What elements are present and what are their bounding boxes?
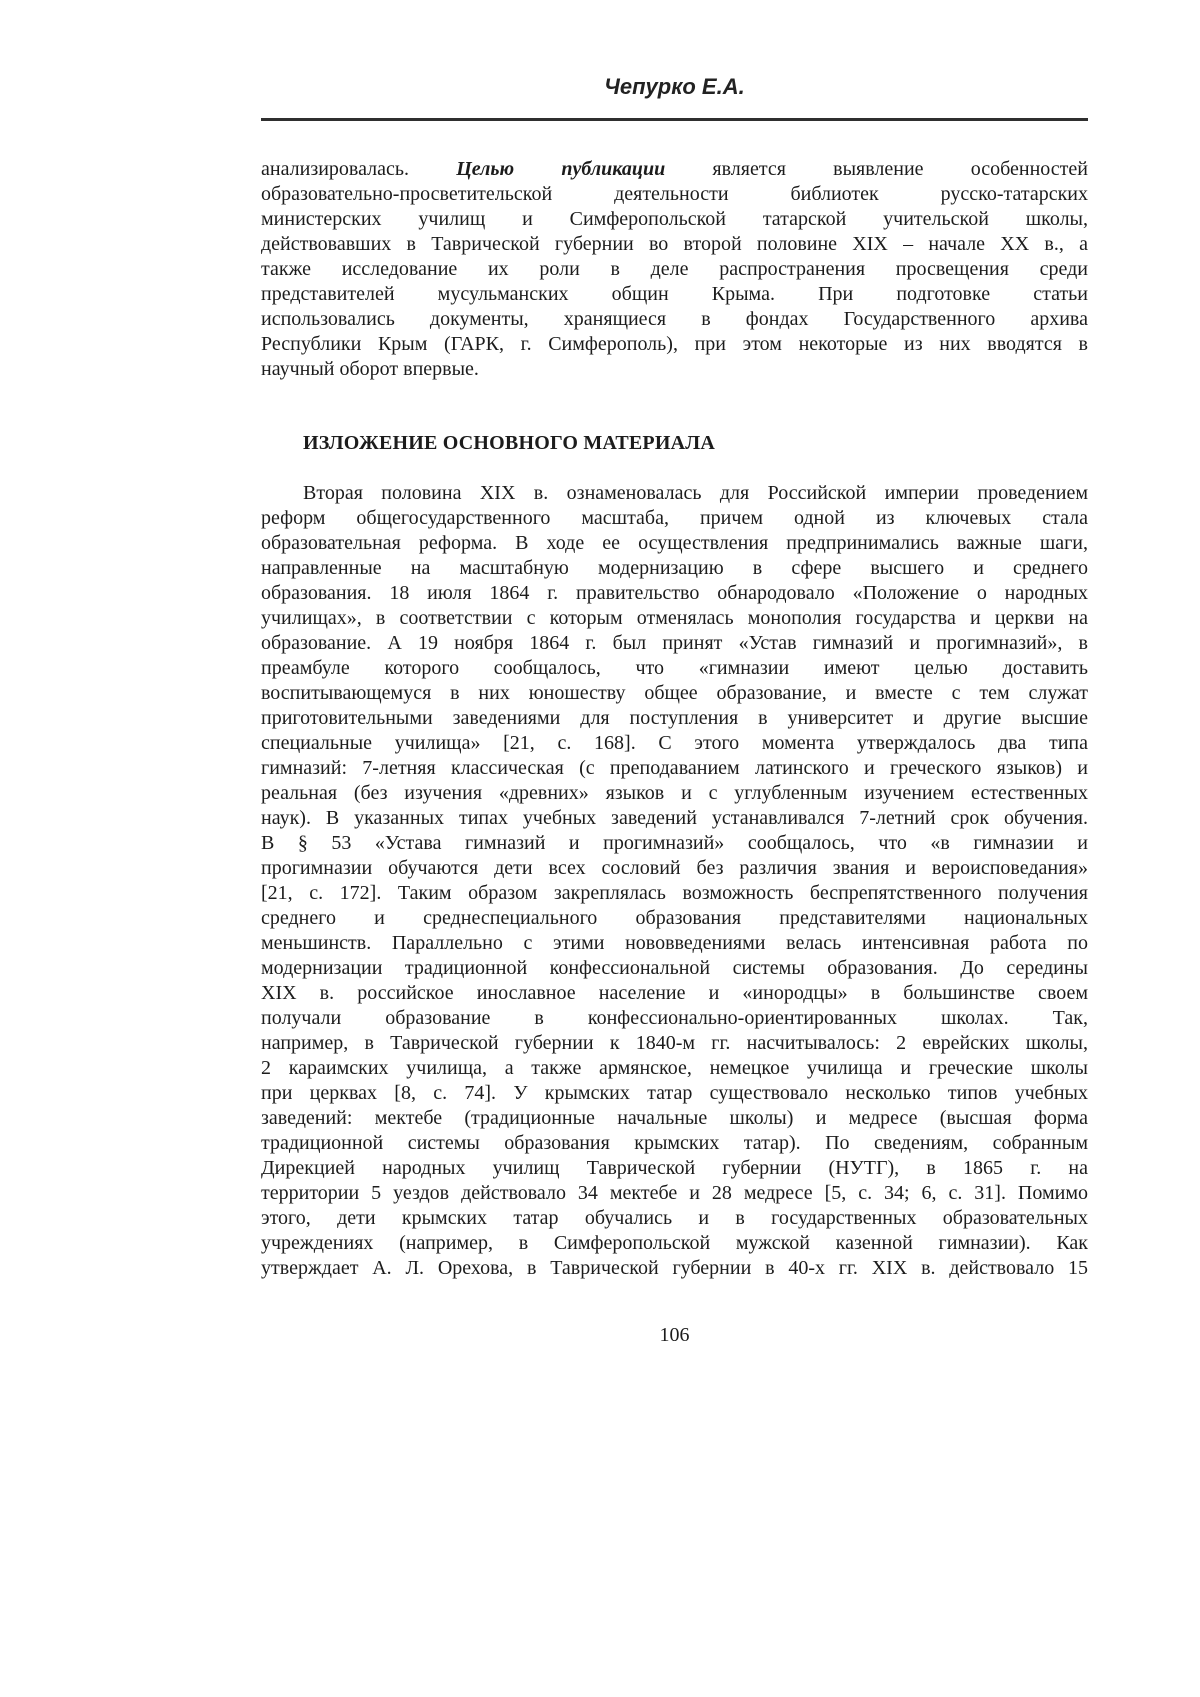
text-line: приготовительными заведениями для поступления в университет и другие высшие (261, 707, 1088, 729)
text-line: реформ общегосударственного масштаба, причем одной из ключевых стала (261, 507, 1088, 529)
page-number: 106 (659, 1324, 690, 1346)
text-line: XIX в. российское инославное население и «инородцы» в большинстве своем (261, 982, 1088, 1004)
text-line: гимназий: 7-летняя классическая (с преподаванием латинского и греческого языков) и (261, 757, 1088, 779)
text-line: наук). В указанных типах учебных заведений устанавливался 7-летний срок обучения. (261, 807, 1088, 829)
text-line: заведений: мектебе (традиционные начальные школы) и медресе (высшая форма (261, 1107, 1088, 1129)
text-line: В § 53 «Устава гимназий и прогимназий» сообщалось, что «в гимназии и (261, 832, 1088, 854)
text-segment: анализировалась. (261, 158, 457, 180)
paragraph-intro (261, 157, 1088, 382)
text-line: действовавших в Таврической губернии во второй половине XIX – начале XX в., а (261, 233, 1088, 255)
text-line (261, 157, 1088, 182)
text-line: этого, дети крымских татар обучались и в государственных образовательных (261, 1207, 1088, 1229)
text-line: образовательная реформа. В ходе ее осуществления предпринимались важные шаги, (261, 532, 1088, 554)
text-line: образовательно-просветительской деятельности библиотек русско-татарских (261, 183, 1088, 205)
text-line: также исследование их роли в деле распространения просвещения среди (261, 258, 1088, 280)
text-line: училищах», в соответствии с которым отменялась монополия государства и церкви на (261, 607, 1088, 629)
text-line: среднего и среднеспециального образования представителями национальных (261, 907, 1088, 929)
text-line: 2 караимских училища, а также армянское, немецкое училища и греческие школы (261, 1057, 1088, 1079)
section-heading: ИЗЛОЖЕНИЕ ОСНОВНОГО МАТЕРИАЛА (303, 432, 715, 454)
text-line: меньшинств. Параллельно с этими нововведениями велась интенсивная работа по (261, 932, 1088, 954)
emphasized-phrase: Целью публикации (456, 158, 666, 180)
text-line: модернизации традиционной конфессиональной системы образования. До середины (261, 957, 1088, 979)
text-line: научный оборот впервые. (261, 358, 479, 380)
text-line: получали образование в конфессионально-ориентированных школах. Так, (261, 1007, 1088, 1029)
text-line: традиционной системы образования крымских татар). По сведениям, собранным (261, 1132, 1088, 1154)
text-block (261, 0, 1088, 1348)
text-line: использовались документы, хранящиеся в фондах Государственного архива (261, 308, 1088, 330)
text-line: реальная (без изучения «древних» языков и с углубленным изучением естественных (261, 782, 1088, 804)
text-line: воспитывающемуся в них юношеству общее образование, и вместе с тем служат (261, 682, 1088, 704)
paragraph-main (261, 481, 1088, 1281)
text-segment: является выявление особенностей (665, 158, 1088, 180)
text-line: специальные училища» [21, с. 168]. С этого момента утверждалось два типа (261, 732, 1088, 754)
text-line: Вторая половина XIX в. ознаменовалась для Российской империи проведением (303, 482, 1088, 504)
text-line: учреждениях (например, в Симферопольской мужской казенной гимназии). Как (261, 1232, 1088, 1254)
text-line: Дирекцией народных училищ Таврической губернии (НУТГ), в 1865 г. на (261, 1157, 1088, 1179)
text-line: направленные на масштабную модернизацию в сфере высшего и среднего (261, 557, 1088, 579)
text-line: территории 5 уездов действовало 34 мектебе и 28 медресе [5, с. 34; 6, с. 31]. Помимо (261, 1182, 1088, 1204)
text-line: министерских училищ и Симферопольской татарской учительской школы, (261, 208, 1088, 230)
text-line: [21, с. 172]. Таким образом закреплялась возможность беспрепятственного получения (261, 882, 1088, 904)
text-line: образования. 18 июля 1864 г. правительство обнародовало «Положение о народных (261, 582, 1088, 604)
text-line: представителей мусульманских общин Крыма. При подготовке статьи (261, 283, 1088, 305)
text-line: образование. А 19 ноября 1864 г. был принят «Устав гимназий и прогимназий», в (261, 632, 1088, 654)
running-head-author: Чепурко Е.А. (604, 74, 745, 99)
text-line: например, в Таврической губернии к 1840-м гг. насчитывалось: 2 еврейских школы, (261, 1032, 1088, 1054)
text-line: прогимназии обучаются дети всех сословий без различия звания и вероисповедания» (261, 857, 1088, 879)
text-line: Республики Крым (ГАРК, г. Симферополь), при этом некоторые из них вводятся в (261, 333, 1088, 355)
text-line: при церквах [8, с. 74]. У крымских татар существовало несколько типов учебных (261, 1082, 1088, 1104)
text-line: утверждает А. Л. Орехова, в Таврической губернии в 40-х гг. XIX в. действовало 15 (261, 1257, 1088, 1279)
text-line: преамбуле которого сообщалось, что «гимназии имеют целью доставить (261, 657, 1088, 679)
header-divider-rule (261, 118, 1088, 121)
